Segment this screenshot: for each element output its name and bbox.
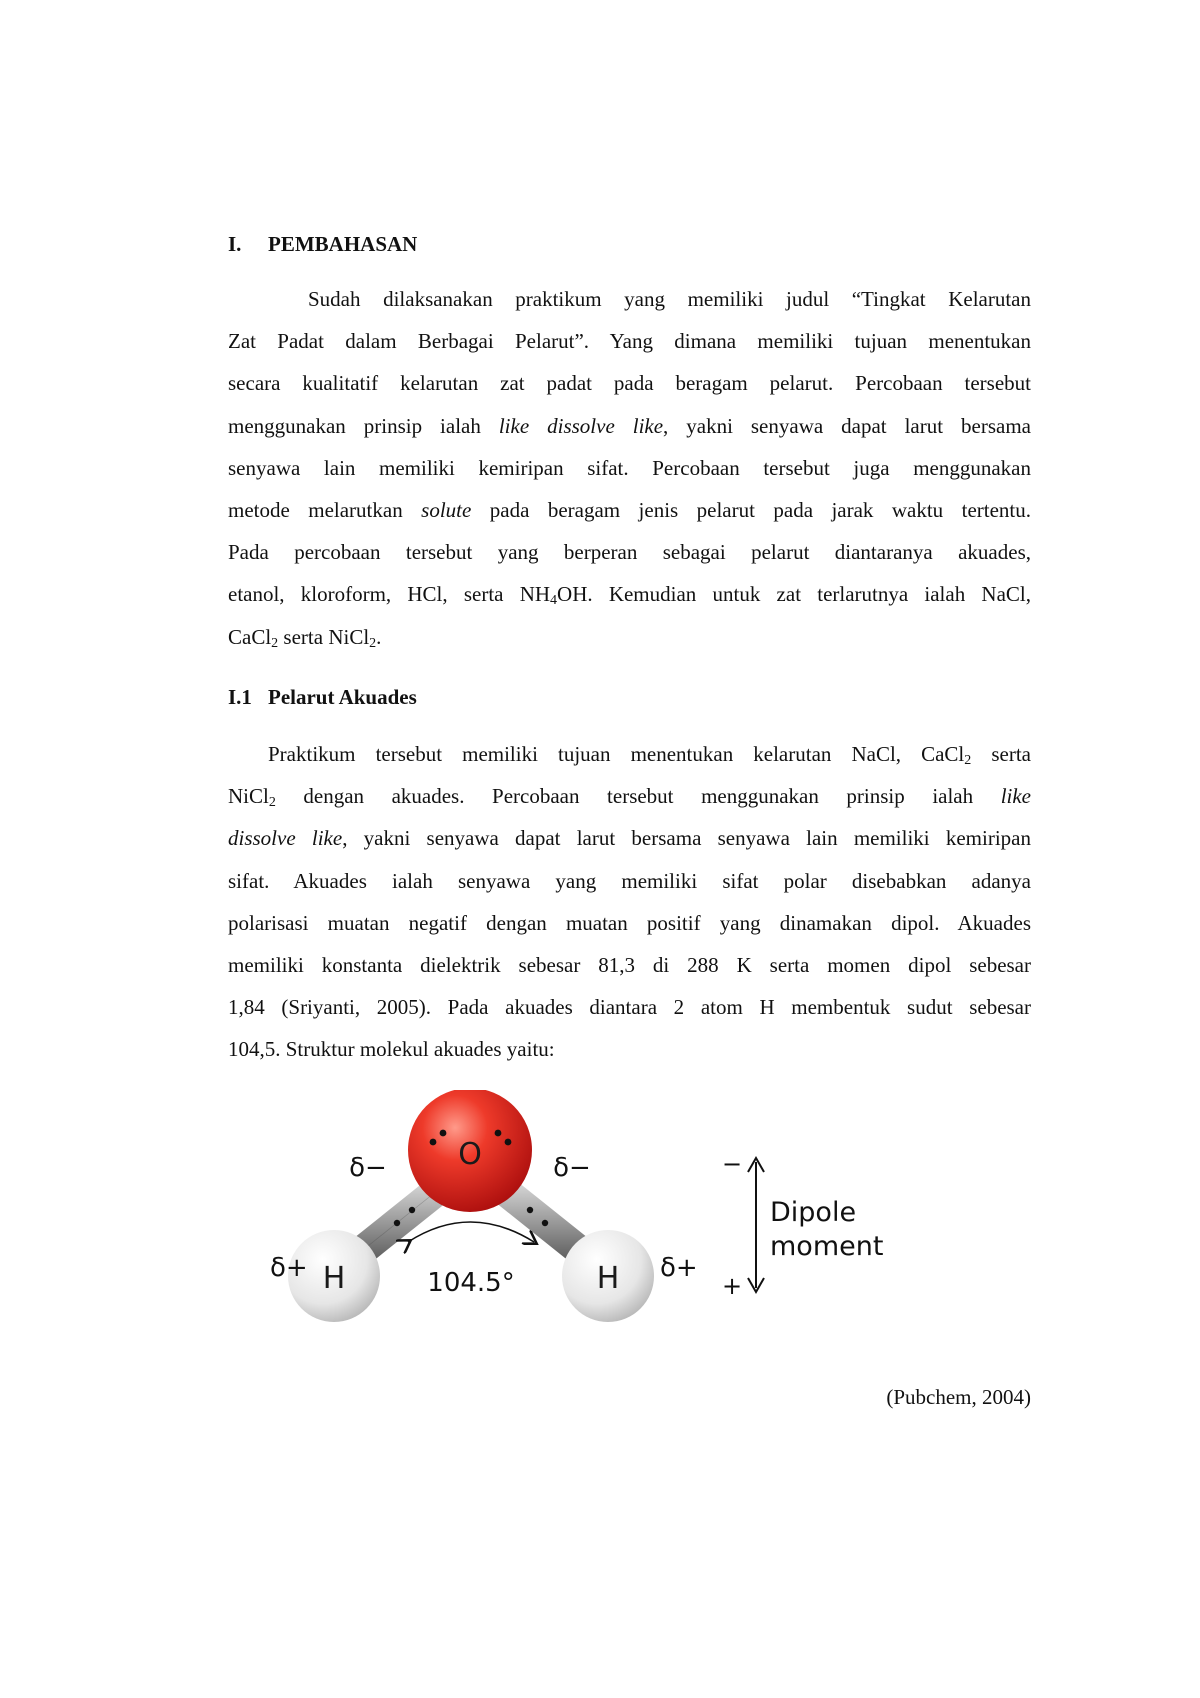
oxygen-atom bbox=[408, 1090, 532, 1212]
left-delta-minus: δ− bbox=[349, 1153, 387, 1183]
text-run: , yakni senyawa dapat larut bersama senyawa lain memiliki kemiripan bbox=[342, 826, 1031, 851]
text-run: OH. Kemudian untuk zat terlarutnya ialah NaCl, bbox=[557, 582, 1031, 607]
text-run: Sudah dilaksanakan praktikum yang memiliki judul “Tingkat Kelarutan bbox=[308, 287, 1031, 311]
text-run: pada beragam jenis pelarut pada jarak waktu tertentu. bbox=[471, 497, 1031, 522]
dipole-negative-sign: − bbox=[721, 1150, 743, 1178]
paragraph-line bbox=[228, 860, 1031, 902]
text-run: 1,84 (Sriyanti, 2005). Pada akuades diantara 2 atom H membentuk sudut sebesar bbox=[228, 995, 1031, 1020]
right-delta-minus: δ− bbox=[553, 1153, 591, 1183]
paragraph-line bbox=[228, 817, 1031, 859]
section-heading bbox=[228, 232, 417, 257]
italic-term: dissolve like bbox=[228, 826, 343, 851]
text-run: etanol, kloroform, HCl, serta NH bbox=[228, 582, 551, 607]
text-run: secara kualitatif kelarutan zat padat pada beragam pelarut. Percobaan tersebut bbox=[228, 371, 1031, 396]
paragraph-line bbox=[228, 775, 1031, 817]
text-run: Praktikum tersebut memiliki tujuan menentukan kelarutan NaCl, CaCl bbox=[268, 742, 965, 766]
paragraph-line bbox=[228, 733, 1031, 775]
subscript: 2 bbox=[964, 753, 972, 768]
subscript: 2 bbox=[268, 795, 276, 811]
italic-term: like dissolve like bbox=[498, 413, 664, 438]
text-run: serta bbox=[971, 742, 1031, 766]
figure-citation: (Pubchem, 2004) bbox=[886, 1385, 1031, 1409]
paragraph-line bbox=[228, 944, 1031, 986]
dipole-label-line1: Dipole bbox=[770, 1197, 857, 1228]
text-run: serta NiCl bbox=[278, 624, 370, 649]
text-run: metode melarutkan bbox=[228, 497, 422, 522]
dipole-positive-sign: + bbox=[721, 1272, 743, 1300]
angle-arc bbox=[408, 1222, 534, 1242]
text-run: CaCl bbox=[228, 624, 272, 649]
paragraph-line bbox=[228, 362, 1031, 404]
dipole-label-line2: moment bbox=[770, 1231, 884, 1262]
left-delta-plus: δ+ bbox=[270, 1253, 308, 1283]
subscript: 2 bbox=[369, 635, 377, 651]
subscript: 4 bbox=[550, 593, 558, 609]
dipole-arrow bbox=[748, 1158, 764, 1292]
text-run: . bbox=[376, 624, 382, 649]
oxygen-label: O bbox=[458, 1137, 482, 1172]
paragraph-line bbox=[228, 320, 1031, 362]
subsection-title: Pelarut Akuades bbox=[268, 685, 417, 709]
text-run: 104,5. Struktur molekul akuades yaitu: bbox=[228, 1037, 555, 1062]
text-run: , yakni senyawa dapat larut bersama bbox=[663, 413, 1031, 438]
italic-term: solute bbox=[421, 497, 472, 522]
paragraph-line bbox=[228, 489, 1031, 531]
right-hydrogen-label: H bbox=[596, 1261, 620, 1296]
subsection-number: I.1 bbox=[228, 685, 252, 709]
italic-term: like bbox=[1000, 784, 1031, 809]
water-molecule-figure bbox=[270, 1090, 930, 1330]
paragraph-line bbox=[228, 405, 1031, 447]
subsection-heading bbox=[228, 685, 417, 710]
text-run: menggunakan prinsip ialah bbox=[228, 413, 499, 438]
paragraph-line bbox=[228, 1028, 1031, 1070]
paragraph-line bbox=[228, 531, 1031, 573]
text-run: NiCl bbox=[228, 784, 269, 809]
paragraph-line bbox=[228, 902, 1031, 944]
text-run: dengan akuades. Percobaan tersebut menggunakan prinsip ialah bbox=[275, 784, 1001, 809]
angle-label: 104.5° bbox=[427, 1268, 515, 1298]
section-number: I. bbox=[228, 232, 242, 256]
text-run: polarisasi muatan negatif dengan muatan positif yang dinamakan dipol. Akuades bbox=[228, 910, 1031, 935]
paragraph-line bbox=[228, 573, 1031, 615]
paragraph-line bbox=[228, 616, 1031, 658]
text-run: memiliki konstanta dielektrik sebesar 81,3 di 288 K serta momen dipol sebesar bbox=[228, 952, 1031, 977]
text-run: Pada percobaan tersebut yang berperan sebagai pelarut diantaranya akuades, bbox=[228, 540, 1031, 565]
text-run: senyawa lain memiliki kemiripan sifat. Percobaan tersebut juga menggunakan bbox=[228, 455, 1031, 480]
paragraph-line bbox=[228, 986, 1031, 1028]
right-hydrogen-atom bbox=[562, 1230, 654, 1322]
text-run: Zat Padat dalam Berbagai Pelarut”. Yang dimana memiliki tujuan menentukan bbox=[228, 329, 1031, 354]
paragraph-line bbox=[228, 447, 1031, 489]
text-run: sifat. Akuades ialah senyawa yang memiliki sifat polar disebabkan adanya bbox=[228, 868, 1031, 893]
subscript: 2 bbox=[271, 635, 279, 651]
paragraph-line bbox=[228, 278, 1031, 320]
intro-paragraph bbox=[228, 278, 1031, 658]
section-title: PEMBAHASAN bbox=[268, 232, 418, 256]
right-delta-plus: δ+ bbox=[660, 1253, 698, 1283]
akuades-paragraph bbox=[228, 733, 1031, 1071]
left-hydrogen-label: H bbox=[322, 1261, 346, 1296]
